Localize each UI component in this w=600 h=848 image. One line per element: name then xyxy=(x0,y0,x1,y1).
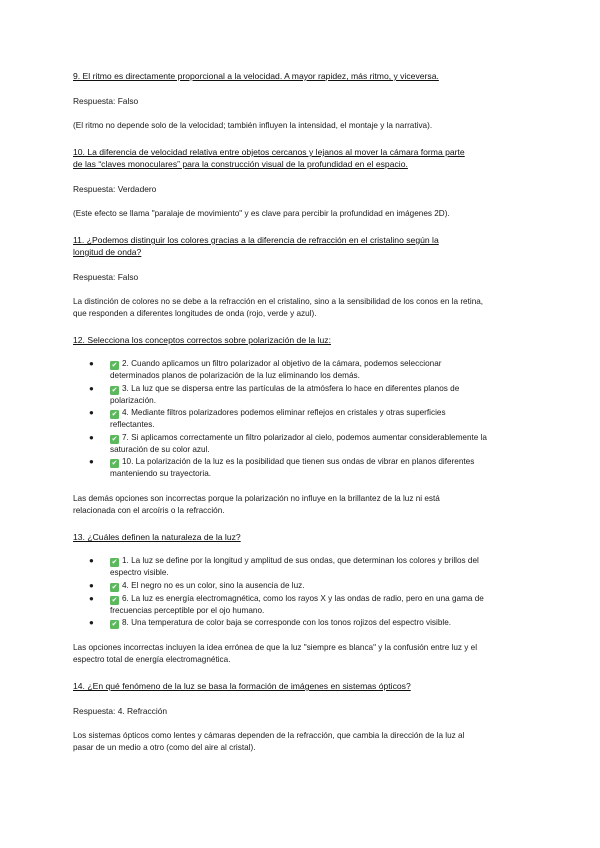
bullet-icon: ● xyxy=(89,618,94,628)
question-12-note-line1: Las demás opciones son incorrectas porque la polarización no influye en la brillantez de la luz ni está xyxy=(73,493,440,503)
document-body xyxy=(73,70,533,767)
question-11-text-line2: longitud de onda? xyxy=(73,247,142,257)
bullet-icon: ● xyxy=(89,432,94,442)
bullet-icon: ● xyxy=(89,359,94,368)
check-mark-icon: ✔ xyxy=(111,582,118,591)
bullet-icon: ● xyxy=(89,555,94,565)
bullet-icon: ● xyxy=(89,593,94,603)
question-14-text: 14. ¿En qué fenómeno de la luz se basa la formación de imágenes en sistemas ópticos? xyxy=(73,681,411,692)
list-item-text: 7. Si aplicamos correctamente un filtro polarizador al cielo, podemos aumentar considerablemente la xyxy=(122,432,487,442)
check-mark-icon: ✔ xyxy=(111,557,118,566)
question-12-note-line2: relacionada con el arcoíris o la refracción. xyxy=(73,505,225,515)
list-item xyxy=(73,432,533,456)
list-item-text-cont: determinados planos de polarización de la luz eliminando los demás. xyxy=(110,371,360,380)
list-item-text-cont: saturación de su color azul. xyxy=(110,444,210,454)
question-13 xyxy=(73,531,533,543)
list-item-text: 10. La polarización de la luz es la posibilidad que tienen sus ondas de vibrar en planos diferentes xyxy=(122,457,475,467)
question-11 xyxy=(73,234,533,258)
list-item-text-cont: manteniendo su trayectoria. xyxy=(110,469,212,479)
list-item-text: 3. La luz que se dispersa entre las partículas de la atmósfera lo hace en diferentes planos de xyxy=(122,383,460,393)
list-item-text: 4. Mediante filtros polarizadores podemos eliminar reflejos en cristales y otras superficies xyxy=(122,408,446,418)
question-11-answer-block xyxy=(73,271,533,283)
question-13-note-line1: Las opciones incorrectas incluyen la idea errónea de que la luz "siempre es blanca" y la confusión entre luz y el xyxy=(73,643,478,653)
question-11-answer: Respuesta: Falso xyxy=(73,272,139,282)
question-11-note-block xyxy=(73,296,533,320)
question-13-text: 13. ¿Cuáles definen la naturaleza de la luz? xyxy=(73,531,241,542)
check-mark-icon: ✔ xyxy=(111,595,118,604)
question-13-note-line2: espectro total de energía electromagnética. xyxy=(73,655,231,665)
list-item-text-cont: reflectantes. xyxy=(110,420,155,430)
list-item xyxy=(73,407,533,431)
question-11-note-line1: La distinción de colores no se debe a la refracción en el cristalino, sino a la sensibilidad de los conos en la retina, xyxy=(73,297,484,306)
list-item xyxy=(73,593,533,617)
check-mark-icon: ✔ xyxy=(111,361,118,369)
check-mark-icon: ✔ xyxy=(111,410,118,419)
question-9-note: (El ritmo no depende solo de la velocidad; también influyen la intensidad, el montaje y la narrativa). xyxy=(73,121,433,130)
question-11-note-line2: que responden a diferentes longitudes de onda (rojo, verde y azul). xyxy=(73,309,317,318)
question-9-answer-block xyxy=(73,95,533,107)
list-item xyxy=(73,580,533,592)
question-12-options xyxy=(73,358,533,480)
question-10-text-line1: 10. La diferencia de velocidad relativa entre objetos cercanos y lejanos al mover la cámara forma parte xyxy=(73,147,465,157)
question-9 xyxy=(73,70,533,82)
question-10 xyxy=(73,146,533,170)
question-11-text-line1: 11. ¿Podemos distinguir los colores gracias a la diferencia de refracción en el cristalino según la xyxy=(73,235,439,245)
question-14-note-block xyxy=(73,730,533,754)
list-item-text: 4. El negro no es un color, sino la ausencia de luz. xyxy=(122,580,305,590)
question-14-answer-block xyxy=(73,705,533,717)
list-item xyxy=(73,456,533,480)
list-item xyxy=(73,358,533,382)
check-mark-icon: ✔ xyxy=(111,385,118,394)
bullet-icon: ● xyxy=(89,580,94,590)
question-14-note-line2: pasar de un medio a otro (como del aire al cristal). xyxy=(73,743,256,753)
list-item xyxy=(73,383,533,407)
question-13-note-block xyxy=(73,642,533,666)
list-item xyxy=(73,555,533,579)
list-item-text: 6. La luz es energía electromagnética, como los rayos X y las ondas de radio, pero en una gama de xyxy=(122,593,484,603)
check-mark-icon: ✔ xyxy=(111,459,118,468)
question-14-note-line1: Los sistemas ópticos como lentes y cámaras dependen de la refracción, que cambia la dirección de la luz al xyxy=(73,731,465,741)
question-12 xyxy=(73,334,533,346)
question-12-text: 12. Selecciona los conceptos correctos sobre polarización de la luz: xyxy=(73,335,331,345)
question-10-answer: Respuesta: Verdadero xyxy=(73,184,157,194)
list-item xyxy=(73,617,533,629)
list-item-text-cont: polarización. xyxy=(110,395,156,405)
bullet-icon: ● xyxy=(89,457,94,467)
question-10-note: (Este efecto se llama "paralaje de movimiento" y es clave para percibir la profundidad en imágenes 2D). xyxy=(73,209,450,218)
list-item-text: 8. Una temperatura de color baja se corresponde con los tonos rojizos del espectro visible. xyxy=(122,618,452,628)
list-item-text: 1. La luz se define por la longitud y amplitud de sus ondas, que determinan los colores y brillos del xyxy=(122,555,479,565)
question-9-text: 9. El ritmo es directamente proporcional a la velocidad. A mayor rapidez, más ritmo, y viceversa. xyxy=(73,71,439,81)
bullet-icon: ● xyxy=(89,383,94,393)
question-14 xyxy=(73,680,533,692)
question-10-answer-block xyxy=(73,183,533,195)
check-mark-icon: ✔ xyxy=(111,620,118,629)
list-item-text-cont: frecuencias perceptible por el ojo humano. xyxy=(110,605,265,615)
check-mark-icon: ✔ xyxy=(111,434,118,443)
question-12-note-block xyxy=(73,493,533,517)
question-13-options xyxy=(73,555,533,629)
list-item-text: 2. Cuando aplicamos un filtro polarizador al objetivo de la cámara, podemos seleccionar xyxy=(122,359,442,368)
question-10-note-block xyxy=(73,208,533,220)
question-14-answer: Respuesta: 4. Refracción xyxy=(73,706,168,717)
question-10-text-line2: de las “claves monoculares” para la construcción visual de la profundidad en el espacio. xyxy=(73,159,408,169)
bullet-icon: ● xyxy=(89,408,94,418)
question-9-answer: Respuesta: Falso xyxy=(73,96,139,106)
question-9-note-block xyxy=(73,120,533,132)
list-item-text-cont: espectro visible. xyxy=(110,567,169,577)
